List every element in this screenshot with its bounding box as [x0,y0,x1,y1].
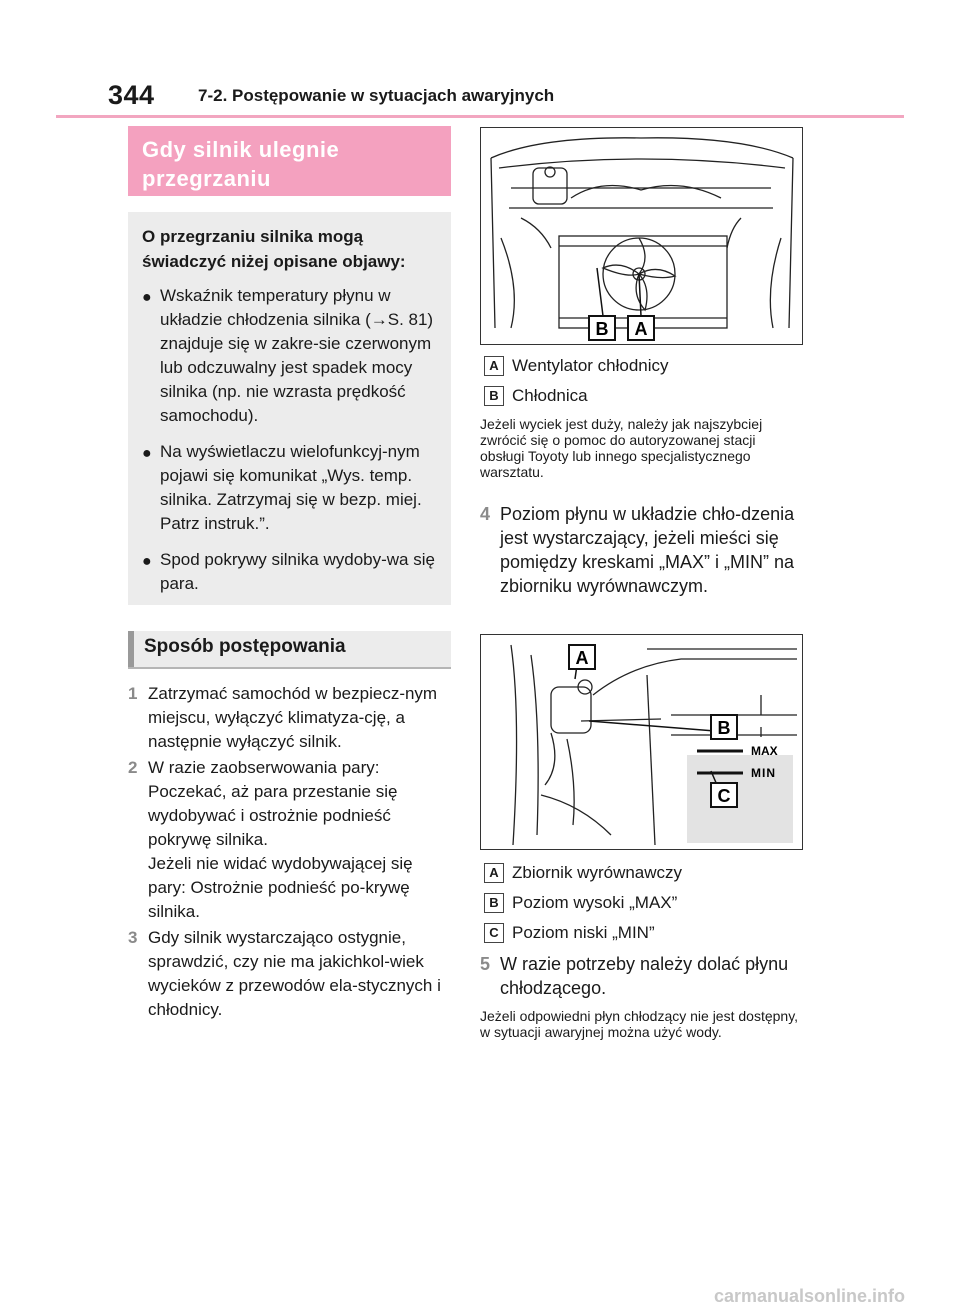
legend-key: B [484,386,504,406]
step-number: 3 [128,928,138,947]
step-text: Zatrzymać samochód w bezpiecz-nym miejscu, wyłączyć klimatyza-cję, a następnie wyłączyć silnik. [148,684,438,751]
legend-text: Wentylator chłodnicy [512,356,669,375]
engine-bay-illustration [481,128,802,344]
step-1 [128,682,453,754]
step-2 [128,756,453,924]
symptom-text: Wskaźnik temperatury płynu w układzie chłodzenia silnika (→S. 81) znajduje się w zakre-sie czerwonym lub odczuwalny jest spadek mocy silnika (np. nie wzrasta prędkość samochodu). [160,286,434,425]
step-text: W razie zaobserwowania pary: Poczekać, aż para przestanie się wydobywać i ostrożnie podnieść pokrywę silnika. [148,758,398,849]
symptom-text: Na wyświetlaczu wielofunkcyj-nym pojawi się komunikat „Wys. temp. silnika. Zatrzymaj się w bezp. miej. Patrz instruk.”. [160,442,422,533]
step-text: W razie potrzeby należy dolać płynu chłodzącego. [500,954,789,998]
callout-c-label: C [717,786,731,806]
legend-text: Zbiornik wyrównawczy [512,863,683,882]
legend-item [484,355,669,377]
water-note: Jeżeli odpowiedni płyn chłodzący nie jest dostępny, w sytuacji awaryjnej można użyć wody. [480,1008,799,1040]
step-text: Gdy silnik wystarczająco ostygnie, sprawdzić, czy nie ma jakichkol-wiek wycieków z przewodów ela-stycznych i chłodnicy. [148,928,441,1019]
symptoms-box [128,212,451,605]
bullet-icon: ● [142,445,152,462]
site-watermark: carmanualsonline.info [713,1286,905,1306]
step-number: 5 [480,954,491,974]
step-5 [480,952,802,1000]
step-text: Poziom płynu w układzie chło-dzenia jest wystarczający, jeżeli mieści się pomiędzy kreskami „MAX” i „MIN” na zbiorniku wyrównawczym. [500,504,795,596]
step-3 [128,926,453,1022]
legend-text: Poziom wysoki „MAX” [512,893,678,912]
step-number: 2 [128,758,138,777]
callout-b-label: B [717,718,731,738]
leak-note: Jeżeli wyciek jest duży, należy jak najszybciej zwrócić się o pomoc do autoryzowanej stacji obsługi Toyoty lub innego specjalistycznego warsztatu. [480,416,763,480]
reservoir-illustration [481,635,802,849]
legend-key: A [484,356,504,376]
engine-bay-figure [480,127,803,345]
symptom-item [142,548,439,596]
procedure-heading: Sposób postępowania [128,631,451,667]
legend-key: C [484,923,504,943]
max-mark: MAX [751,744,778,758]
legend-key: A [484,863,504,883]
page-number: 344 [108,80,155,110]
step-number: 1 [128,684,138,703]
callout-b-label: B [595,319,609,339]
legend-item [484,922,655,944]
legend-key: B [484,893,504,913]
legend-item [484,892,677,914]
procedure-divider [128,667,451,669]
symptom-item [142,284,439,428]
legend-item [484,385,588,407]
reservoir-figure [480,634,803,850]
step-4 [480,502,802,598]
section-title: 7-2. Postępowanie w sytuacjach awaryjnych [198,86,555,105]
symptom-text: Spod pokrywy silnika wydoby-wa się para. [160,550,435,593]
header-divider [56,115,904,118]
step-number: 4 [480,504,491,524]
legend-text: Chłodnica [512,386,588,405]
callout-a-label: A [634,319,648,339]
symptoms-intro: O przegrzaniu silnika mogą świadczyć niżej opisane objawy: [142,227,406,271]
legend-text: Poziom niski „MIN” [512,923,655,942]
bullet-icon: ● [142,289,152,306]
overheating-banner: Gdy silnik ulegnie przegrzaniu [128,126,451,196]
legend-item [484,862,682,884]
min-mark: MIN [751,766,776,780]
symptom-item [142,440,439,536]
bullet-icon: ● [142,553,152,570]
callout-a-label: A [575,648,589,668]
step-text-continued: Jeżeli nie widać wydobywającej się pary: Ostrożnie podnieść po-krywę silnika. [148,854,413,921]
